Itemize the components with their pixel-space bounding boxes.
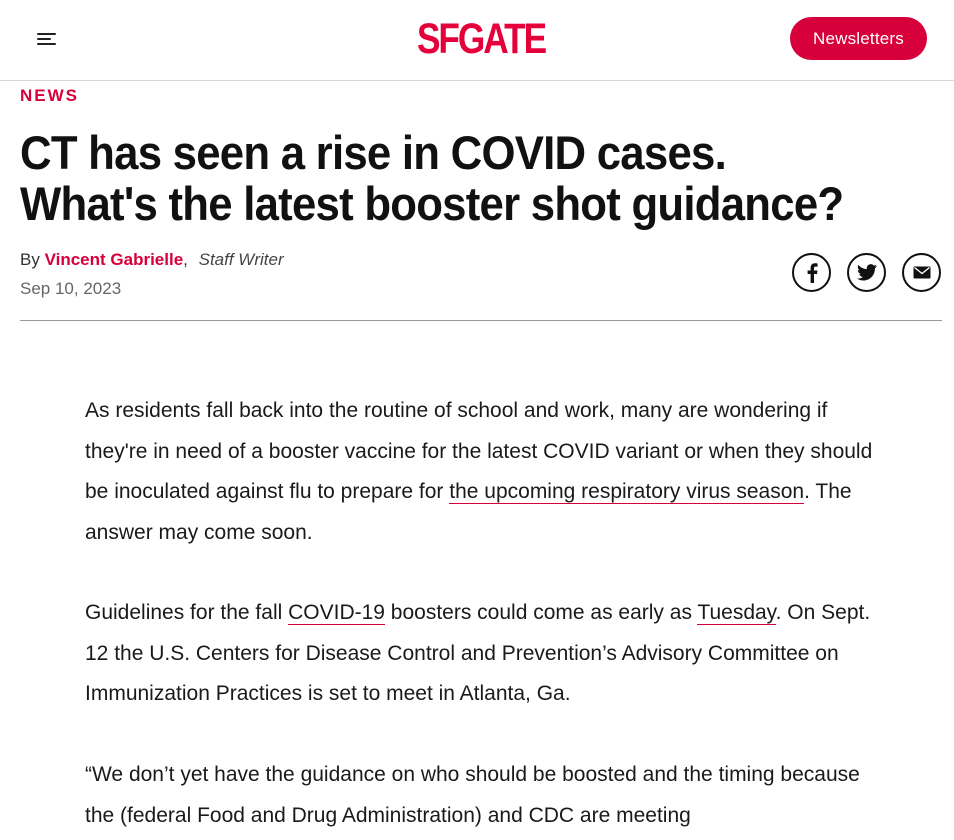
article-paragraph (85, 593, 875, 715)
author-role: Staff Writer (198, 250, 284, 269)
publish-date: Sep 10, 2023 (20, 279, 122, 298)
paragraph-text: “We don’t yet have the guidance on who should be boosted and the timing because the (federal Food and Drug Administration) and CDC are meeting (85, 763, 860, 827)
paragraph-text: Guidelines for the fall (85, 601, 289, 624)
twitter-icon (857, 264, 877, 281)
section-label[interactable]: NEWS (20, 86, 79, 105)
article-paragraph (85, 755, 875, 836)
paragraph-text: . The answer may come soon. (85, 480, 852, 544)
article-headline: CT has seen a rise in COVID cases. What's the latest booster shot guidance? (20, 126, 844, 230)
email-icon (913, 266, 931, 279)
byline-prefix: By (20, 250, 40, 269)
facebook-icon (806, 263, 818, 283)
site-logo[interactable]: SFGATE (416, 14, 546, 63)
paragraph-text: . On Sept. 12 the U.S. Centers for Disease Control and Prevention’s Advisory Committee on Immunization Practices is set to meet in Atlanta, Ga. (85, 601, 871, 705)
header-divider (20, 320, 942, 321)
byline-separator: , (183, 250, 188, 269)
site-header (0, 0, 954, 81)
article-paragraph (85, 391, 875, 553)
share-twitter-button[interactable] (847, 253, 886, 292)
menu-icon-line (37, 38, 51, 40)
respiratory-season-link[interactable]: the upcoming respiratory virus season (449, 480, 805, 503)
share-email-button[interactable] (902, 253, 941, 292)
byline (20, 250, 284, 270)
paragraph-text: boosters could come as early as (384, 601, 698, 624)
covid-19-link[interactable]: COVID-19 (288, 601, 385, 624)
author-link[interactable]: Vincent Gabrielle (44, 250, 184, 269)
share-facebook-button[interactable] (792, 253, 831, 292)
newsletters-button[interactable]: Newsletters (790, 17, 927, 60)
tuesday-link[interactable]: Tuesday (697, 601, 776, 624)
menu-icon-line (37, 43, 56, 45)
menu-icon-line (37, 33, 56, 35)
paragraph-text: As residents fall back into the routine of school and work, many are wondering if they're in need of a booster vaccine for the latest COVID variant or when they should be inoculated against flu to prepare for (85, 399, 873, 503)
menu-icon[interactable] (34, 28, 60, 50)
